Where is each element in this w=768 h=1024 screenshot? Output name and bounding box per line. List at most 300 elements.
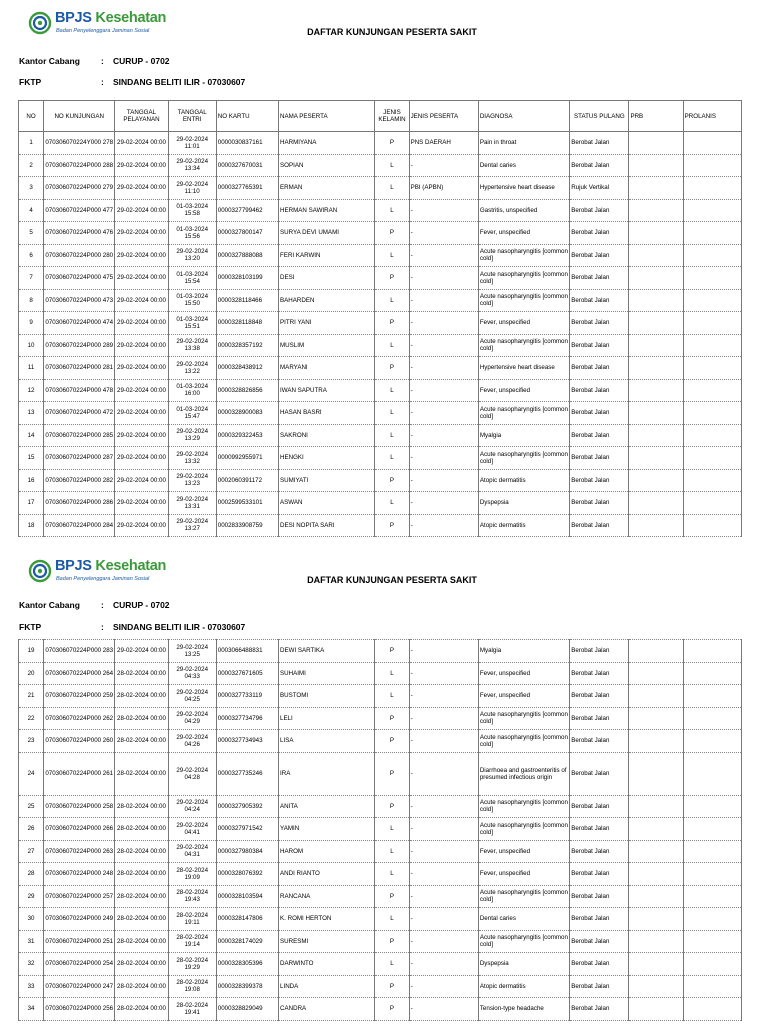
row-no-kunjungan: 070306070224P000 472 [44,402,115,425]
row-status-pulang: Berobat Jalan [570,730,629,753]
row-no-kunjungan: 070306070224P000 263 [44,840,115,863]
row-jenis-kelamin: P [375,267,409,290]
row-tanggal-entri: 29-02-2024 04:41 [168,818,216,841]
row-no-kunjungan: 070306070224P000 261 [44,752,115,795]
col-prb: PRB [629,101,683,132]
row-tanggal-entri: 28-02-2024 19:11 [168,908,216,931]
row-nama-peserta: SURESMI [279,930,375,953]
row-tanggal-entri: 29-02-2024 04:31 [168,840,216,863]
row-status-pulang: Berobat Jalan [570,998,629,1021]
row-jenis-kelamin: P [375,930,409,953]
row-nama-peserta: HASAN BASRI [279,402,375,425]
row-prb [629,267,683,290]
row-diagnosa: Fever, unspecified [478,840,569,863]
table-row [19,707,742,730]
row-status-pulang: Berobat Jalan [570,707,629,730]
row-diagnosa: Hypertensive heart disease [478,357,569,380]
table-row [19,840,742,863]
row-nama-peserta: LELI [279,707,375,730]
row-no-kunjungan: 070306070224P000 474 [44,312,115,335]
kantor-cabang-label: Kantor Cabang [19,600,80,610]
row-prolanis [683,640,741,663]
row-status-pulang: Berobat Jalan [570,953,629,976]
row-status-pulang: Berobat Jalan [570,885,629,908]
row-no-kunjungan: 070306070224P000 478 [44,379,115,402]
row-nama-peserta: SUHAIMI [279,662,375,685]
row-no-kunjungan: 070306070224P000 249 [44,908,115,931]
row-tanggal-pelayanan: 28-02-2024 00:00 [115,908,168,931]
row-nama-peserta: ASWAN [279,492,375,515]
row-no: 26 [19,818,44,841]
row-diagnosa: Acute nasopharyngitis [common cold] [478,885,569,908]
row-jenis-peserta: - [409,730,478,753]
row-jenis-kelamin: L [375,379,409,402]
row-tanggal-entri: 29-02-2024 13:34 [168,154,216,177]
table-row [19,640,742,663]
row-no: 8 [19,289,44,312]
row-no: 29 [19,885,44,908]
row-status-pulang: Berobat Jalan [570,357,629,380]
row-no-kartu: 0000328174029 [216,930,278,953]
row-status-pulang: Berobat Jalan [570,863,629,886]
row-status-pulang: Berobat Jalan [570,795,629,818]
row-prb [629,752,683,795]
row-tanggal-entri: 28-02-2024 19:41 [168,998,216,1021]
row-status-pulang: Berobat Jalan [570,908,629,931]
row-prolanis [683,379,741,402]
row-no: 33 [19,975,44,998]
row-status-pulang: Berobat Jalan [570,402,629,425]
row-no-kartu: 0000328826856 [216,379,278,402]
row-prolanis [683,289,741,312]
row-no: 15 [19,447,44,470]
row-prb [629,132,683,155]
row-prolanis [683,998,741,1021]
row-tanggal-pelayanan: 28-02-2024 00:00 [115,953,168,976]
row-nama-peserta: ERMAN [279,177,375,200]
row-diagnosa: Diarrhoea and gastroenteritis of presumed infectious origin [478,752,569,795]
row-jenis-kelamin: L [375,447,409,470]
row-prolanis [683,707,741,730]
row-no: 11 [19,357,44,380]
row-jenis-peserta: - [409,357,478,380]
row-nama-peserta: HAROM [279,840,375,863]
row-diagnosa: Hypertensive heart disease [478,177,569,200]
fktp-value: SINDANG BELITI ILIR - 07030607 [113,622,246,632]
row-status-pulang: Berobat Jalan [570,379,629,402]
row-tanggal-pelayanan: 28-02-2024 00:00 [115,685,168,708]
row-no-kunjungan: 070306070224P000 284 [44,514,115,537]
row-prb [629,795,683,818]
row-no-kunjungan: 070306070224P000 266 [44,818,115,841]
row-tanggal-entri: 01-03-2024 15:50 [168,289,216,312]
row-prb [629,199,683,222]
row-no-kunjungan: 070306070224P000 256 [44,998,115,1021]
row-no-kartu: 0002599533101 [216,492,278,515]
row-prolanis [683,908,741,931]
row-diagnosa: Gastritis, unspecified [478,199,569,222]
row-prb [629,357,683,380]
row-prb [629,154,683,177]
row-prb [629,707,683,730]
row-nama-peserta: IWAN SAPUTRA [279,379,375,402]
table-row [19,222,742,245]
row-tanggal-entri: 29-02-2024 13:25 [168,640,216,663]
row-tanggal-entri: 01-03-2024 15:58 [168,199,216,222]
row-prb [629,402,683,425]
table-row [19,818,742,841]
row-jenis-kelamin: L [375,908,409,931]
col-jenis-peserta: JENIS PESERTA [409,101,478,132]
row-tanggal-entri: 28-02-2024 19:43 [168,885,216,908]
row-status-pulang: Berobat Jalan [570,930,629,953]
table-row [19,199,742,222]
fktp-row [19,622,245,632]
row-no-kartu: 0000328900083 [216,402,278,425]
row-no: 7 [19,267,44,290]
row-jenis-peserta: - [409,267,478,290]
table-row [19,424,742,447]
row-nama-peserta: DEWI SARTIKA [279,640,375,663]
row-prolanis [683,975,741,998]
row-tanggal-pelayanan: 28-02-2024 00:00 [115,863,168,886]
row-no-kartu: 0000327765391 [216,177,278,200]
row-jenis-kelamin: L [375,402,409,425]
row-tanggal-pelayanan: 29-02-2024 00:00 [115,199,168,222]
row-no-kartu: 0000327799462 [216,199,278,222]
row-no: 5 [19,222,44,245]
row-tanggal-pelayanan: 28-02-2024 00:00 [115,998,168,1021]
table-row [19,885,742,908]
row-no-kartu: 0000030837161 [216,132,278,155]
row-jenis-kelamin: L [375,662,409,685]
table-row [19,447,742,470]
row-jenis-peserta: - [409,840,478,863]
row-prolanis [683,685,741,708]
row-diagnosa: Dental caries [478,154,569,177]
row-no-kartu: 0000327905392 [216,795,278,818]
row-jenis-peserta: - [409,289,478,312]
row-diagnosa: Acute nasopharyngitis [common cold] [478,447,569,470]
row-no: 32 [19,953,44,976]
row-prb [629,469,683,492]
row-prolanis [683,402,741,425]
row-prb [629,908,683,931]
row-tanggal-pelayanan: 29-02-2024 00:00 [115,334,168,357]
row-no: 21 [19,685,44,708]
row-tanggal-pelayanan: 28-02-2024 00:00 [115,840,168,863]
row-prolanis [683,662,741,685]
row-no: 24 [19,752,44,795]
row-tanggal-pelayanan: 29-02-2024 00:00 [115,222,168,245]
row-no: 34 [19,998,44,1021]
row-no: 19 [19,640,44,663]
row-no-kartu: 0000327888088 [216,244,278,267]
row-jenis-peserta: - [409,514,478,537]
row-prb [629,975,683,998]
row-prolanis [683,199,741,222]
col-tanggal-entri: TANGGAL ENTRI [168,101,216,132]
table-row [19,402,742,425]
fktp-label: FKTP [19,622,42,632]
row-jenis-kelamin: P [375,514,409,537]
row-no-kartu: 0000328438912 [216,357,278,380]
row-jenis-kelamin: L [375,818,409,841]
row-diagnosa: Dyspepsia [478,492,569,515]
row-diagnosa: Acute nasopharyngitis [common cold] [478,267,569,290]
row-jenis-kelamin: P [375,312,409,335]
row-status-pulang: Berobat Jalan [570,447,629,470]
row-jenis-kelamin: P [375,357,409,380]
row-no-kartu: 0000328118848 [216,312,278,335]
row-no-kartu: 0000328118466 [216,289,278,312]
row-prolanis [683,244,741,267]
row-diagnosa: Fever, unspecified [478,662,569,685]
report-page-2 [0,548,768,1024]
row-jenis-peserta: - [409,818,478,841]
row-prolanis [683,818,741,841]
row-no: 20 [19,662,44,685]
row-tanggal-pelayanan: 29-02-2024 00:00 [115,402,168,425]
row-status-pulang: Berobat Jalan [570,132,629,155]
row-prolanis [683,447,741,470]
row-tanggal-entri: 29-02-2024 13:29 [168,424,216,447]
table-row [19,930,742,953]
row-jenis-peserta: - [409,685,478,708]
row-nama-peserta: SURYA DEVI UMAMI [279,222,375,245]
row-tanggal-pelayanan: 29-02-2024 00:00 [115,177,168,200]
row-no-kunjungan: 070306070224P000 473 [44,289,115,312]
row-status-pulang: Berobat Jalan [570,752,629,795]
row-diagnosa: Fever, unspecified [478,312,569,335]
row-tanggal-entri: 29-02-2024 04:28 [168,752,216,795]
row-jenis-kelamin: L [375,492,409,515]
row-no-kartu: 0002833908759 [216,514,278,537]
row-prb [629,244,683,267]
row-jenis-peserta: - [409,402,478,425]
row-prb [629,492,683,515]
row-prb [629,424,683,447]
row-nama-peserta: RANCANA [279,885,375,908]
row-no: 3 [19,177,44,200]
row-jenis-kelamin: P [375,640,409,663]
col-no-kunjungan: NO KUNJUNGAN [44,101,115,132]
kantor-cabang-value: CURUP - 0702 [113,56,170,66]
visits-table-page-1 [18,100,742,537]
visits-table-page-2 [18,639,742,1021]
row-jenis-kelamin: L [375,199,409,222]
row-jenis-peserta: - [409,707,478,730]
row-no: 6 [19,244,44,267]
row-status-pulang: Berobat Jalan [570,818,629,841]
row-prolanis [683,334,741,357]
row-tanggal-pelayanan: 29-02-2024 00:00 [115,154,168,177]
row-jenis-peserta: - [409,154,478,177]
row-status-pulang: Berobat Jalan [570,424,629,447]
col-status-pulang: STATUS PULANG [570,101,629,132]
row-tanggal-entri: 01-03-2024 15:56 [168,222,216,245]
row-prolanis [683,795,741,818]
row-prolanis [683,514,741,537]
row-no-kunjungan: 070306070224P000 288 [44,154,115,177]
row-nama-peserta: IRA [279,752,375,795]
row-jenis-kelamin: L [375,177,409,200]
table-body-page-1 [19,132,742,537]
row-tanggal-pelayanan: 29-02-2024 00:00 [115,357,168,380]
row-status-pulang: Berobat Jalan [570,662,629,685]
row-tanggal-pelayanan: 29-02-2024 00:00 [115,289,168,312]
table-row [19,795,742,818]
row-diagnosa: Fever, unspecified [478,222,569,245]
row-status-pulang: Berobat Jalan [570,492,629,515]
fktp-label: FKTP [19,77,42,87]
row-no: 14 [19,424,44,447]
row-prb [629,514,683,537]
table-row [19,752,742,795]
row-jenis-peserta: - [409,998,478,1021]
row-nama-peserta: PITRI YANI [279,312,375,335]
kantor-cabang-value: CURUP - 0702 [113,600,170,610]
row-no-kunjungan: 070306070224P000 282 [44,469,115,492]
row-no-kartu: 0000328829049 [216,998,278,1021]
row-jenis-kelamin: P [375,132,409,155]
row-jenis-peserta: - [409,752,478,795]
row-no-kunjungan: 070306070224P000 279 [44,177,115,200]
row-prolanis [683,492,741,515]
col-jenis-kelamin: JENIS KELAMIN [375,101,409,132]
row-diagnosa: Acute nasopharyngitis [common cold] [478,244,569,267]
row-no-kartu: 0000327800147 [216,222,278,245]
row-no: 25 [19,795,44,818]
row-no: 22 [19,707,44,730]
row-no-kunjungan: 070306070224P000 286 [44,492,115,515]
row-status-pulang: Berobat Jalan [570,840,629,863]
row-tanggal-pelayanan: 29-02-2024 00:00 [115,267,168,290]
row-no-kunjungan: 070306070224P000 289 [44,334,115,357]
row-no-kunjungan: 070306070224P000 476 [44,222,115,245]
row-tanggal-pelayanan: 29-02-2024 00:00 [115,312,168,335]
row-tanggal-pelayanan: 29-02-2024 00:00 [115,640,168,663]
row-tanggal-entri: 29-02-2024 04:33 [168,662,216,685]
row-diagnosa: Acute nasopharyngitis [common cold] [478,795,569,818]
row-no-kunjungan: 070306070224P000 285 [44,424,115,447]
table-row [19,863,742,886]
row-status-pulang: Berobat Jalan [570,334,629,357]
row-nama-peserta: ANDI RIANTO [279,863,375,886]
row-prolanis [683,132,741,155]
row-prb [629,998,683,1021]
row-jenis-peserta: - [409,312,478,335]
row-prb [629,730,683,753]
row-tanggal-pelayanan: 28-02-2024 00:00 [115,752,168,795]
row-no: 9 [19,312,44,335]
row-no-kartu: 0000327971542 [216,818,278,841]
row-prolanis [683,424,741,447]
table-header-row [19,101,742,132]
row-no-kartu: 0000327734943 [216,730,278,753]
col-nama-peserta: NAMA PESERTA [279,101,375,132]
row-jenis-peserta: - [409,662,478,685]
row-no: 30 [19,908,44,931]
row-jenis-kelamin: P [375,885,409,908]
table-row [19,975,742,998]
table-row [19,267,742,290]
col-prolanis: PROLANIS [683,101,741,132]
row-tanggal-entri: 28-02-2024 19:29 [168,953,216,976]
table-row [19,312,742,335]
row-no-kunjungan: 070306070224Y000 278 [44,132,115,155]
row-nama-peserta: DARWINTO [279,953,375,976]
row-nama-peserta: YAMIN [279,818,375,841]
table-row [19,908,742,931]
table-row [19,469,742,492]
row-no: 23 [19,730,44,753]
table-row [19,154,742,177]
separator: : [101,600,104,610]
row-no-kartu: 0000327734796 [216,707,278,730]
row-jenis-peserta: - [409,379,478,402]
row-status-pulang: Rujuk Vertikal [570,177,629,200]
row-no: 1 [19,132,44,155]
row-no: 28 [19,863,44,886]
row-no: 16 [19,469,44,492]
row-nama-peserta: HENGKI [279,447,375,470]
row-no-kunjungan: 070306070224P000 247 [44,975,115,998]
table-row [19,132,742,155]
row-tanggal-entri: 29-02-2024 13:27 [168,514,216,537]
row-no-kartu: 0000328076392 [216,863,278,886]
row-no: 4 [19,199,44,222]
row-no-kunjungan: 070306070224P000 258 [44,795,115,818]
col-no-kartu: NO KARTU [216,101,278,132]
row-jenis-kelamin: P [375,998,409,1021]
report-title: DAFTAR KUNJUNGAN PESERTA SAKIT [307,575,477,585]
row-tanggal-entri: 29-02-2024 13:23 [168,469,216,492]
row-diagnosa: Myalgia [478,424,569,447]
row-no-kunjungan: 070306070224P000 475 [44,267,115,290]
row-tanggal-pelayanan: 29-02-2024 00:00 [115,492,168,515]
row-jenis-kelamin: L [375,840,409,863]
row-tanggal-entri: 01-03-2024 15:51 [168,312,216,335]
row-jenis-peserta: - [409,244,478,267]
kantor-cabang-label: Kantor Cabang [19,56,80,66]
row-diagnosa: Dental caries [478,908,569,931]
row-no: 2 [19,154,44,177]
row-diagnosa: Acute nasopharyngitis [common cold] [478,707,569,730]
row-tanggal-pelayanan: 28-02-2024 00:00 [115,707,168,730]
row-no-kunjungan: 070306070224P000 262 [44,707,115,730]
row-no-kunjungan: 070306070224P000 287 [44,447,115,470]
row-prb [629,177,683,200]
row-no-kunjungan: 070306070224P000 251 [44,930,115,953]
row-tanggal-entri: 29-02-2024 11:01 [168,132,216,155]
row-no-kunjungan: 070306070224P000 257 [44,885,115,908]
row-status-pulang: Berobat Jalan [570,289,629,312]
row-no-kunjungan: 070306070224P000 248 [44,863,115,886]
row-diagnosa: Tension-type headache [478,998,569,1021]
row-prolanis [683,357,741,380]
row-prolanis [683,885,741,908]
row-tanggal-entri: 28-02-2024 19:08 [168,975,216,998]
row-nama-peserta: SUMIYATI [279,469,375,492]
separator: : [101,77,104,87]
row-jenis-kelamin: L [375,154,409,177]
row-jenis-kelamin: L [375,863,409,886]
row-nama-peserta: SOPIAN [279,154,375,177]
row-prb [629,379,683,402]
row-no-kartu: 0000328399378 [216,975,278,998]
row-prolanis [683,730,741,753]
